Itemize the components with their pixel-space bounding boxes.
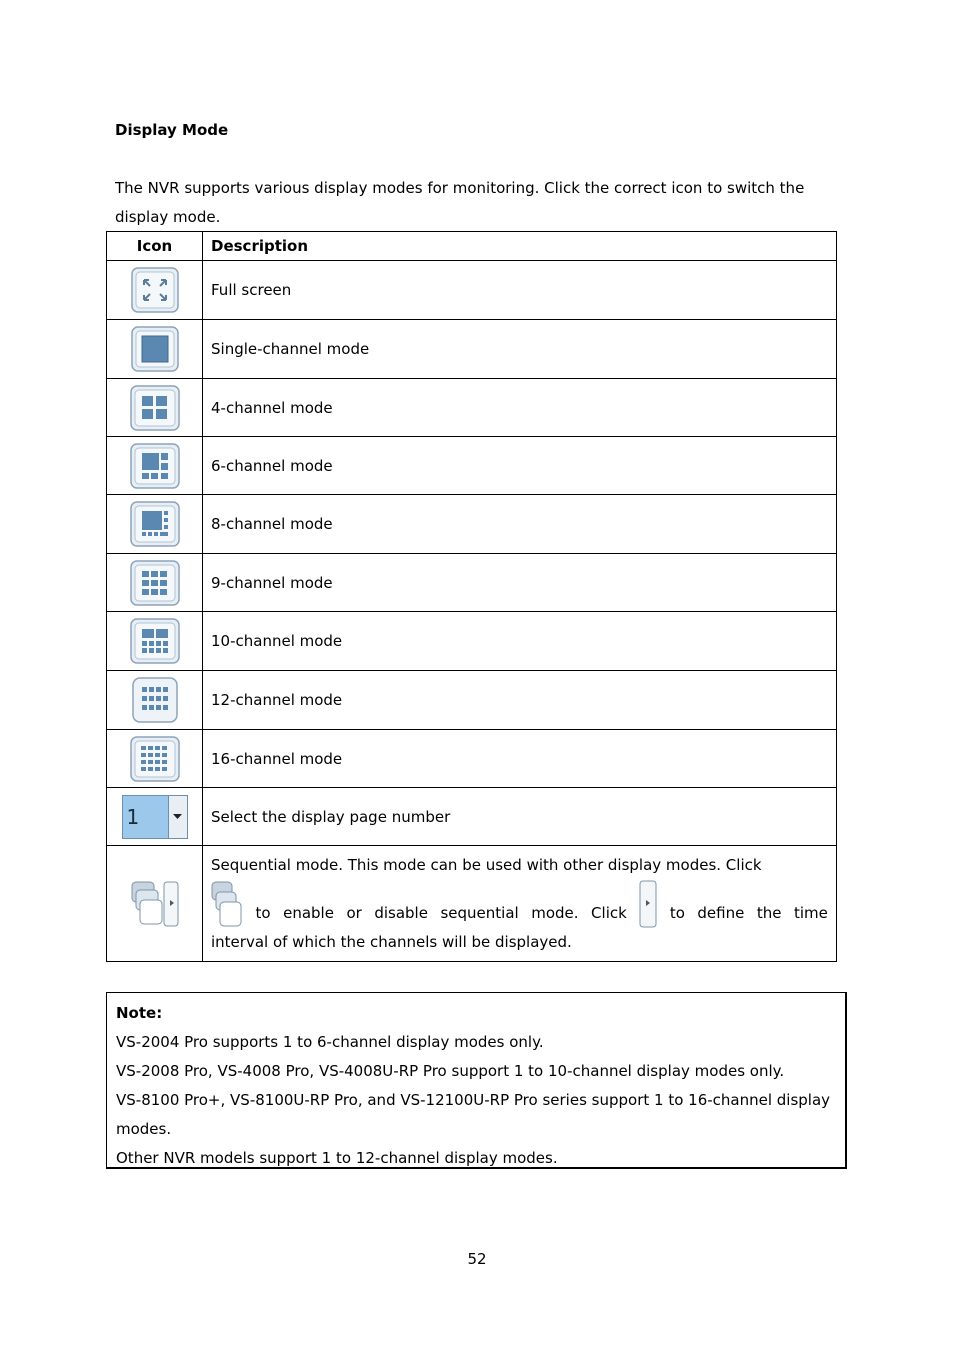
mode-description: 8-channel mode (203, 495, 837, 554)
table-row (107, 320, 837, 379)
page-number-select[interactable] (122, 795, 188, 839)
sequential-mode-icon[interactable] (130, 880, 180, 928)
four-channel-icon[interactable] (130, 385, 180, 431)
fullscreen-icon[interactable] (131, 267, 179, 313)
table-row (107, 788, 837, 846)
note-box (106, 992, 847, 1169)
mode-description: 12-channel mode (203, 671, 837, 730)
intro-paragraph: The NVR supports various display modes for monitoring. Click the correct icon to switch the display mode. (115, 179, 805, 226)
header-icon: Icon (107, 232, 203, 261)
mode-description: Single-channel mode (203, 320, 837, 379)
nine-channel-icon[interactable] (130, 560, 180, 606)
mode-description: 6-channel mode (203, 437, 837, 495)
table-row (107, 730, 837, 788)
single-channel-icon[interactable] (131, 326, 179, 372)
note-line: VS-2008 Pro, VS-4008 Pro, VS-4008U-RP Pro support 1 to 10-channel display modes only. (116, 1062, 785, 1080)
mode-description: Full screen (203, 261, 837, 320)
sequential-line-2: to enable or disable sequential mode. Click to define the time (211, 880, 828, 928)
table-row (107, 437, 837, 495)
chevron-down-icon[interactable] (168, 796, 187, 838)
sixteen-channel-icon[interactable] (130, 736, 180, 782)
note-line: VS-2004 Pro supports 1 to 6-channel display modes only. (116, 1033, 544, 1051)
ten-channel-icon[interactable] (130, 618, 180, 664)
table-row (107, 554, 837, 612)
sequential-toggle-icon[interactable] (211, 880, 243, 928)
six-channel-icon[interactable] (130, 443, 180, 489)
sequential-line-3: interval of which the channels will be displayed. (211, 932, 572, 951)
table-header-row (107, 232, 837, 261)
display-mode-table (106, 231, 837, 962)
page-number: 52 (467, 1250, 487, 1268)
mode-description: 16-channel mode (203, 730, 837, 788)
page-number-value: 1 (126, 804, 140, 829)
table-row (107, 671, 837, 730)
sequential-interval-icon[interactable] (639, 880, 657, 928)
note-line: VS-8100 Pro+, VS-8100U-RP Pro, and VS-12100U-RP Pro series support 1 to 16-channel display modes. (116, 1091, 831, 1138)
mode-description: 4-channel mode (203, 379, 837, 437)
table-row (107, 612, 837, 671)
sequential-line-1: Sequential mode. This mode can be used with other display modes. Click (211, 855, 762, 874)
eight-channel-icon[interactable] (130, 501, 180, 547)
table-row (107, 846, 837, 962)
table-row (107, 261, 837, 320)
mode-description: 9-channel mode (203, 554, 837, 612)
twelve-channel-icon[interactable] (132, 677, 178, 723)
note-line: Other NVR models support 1 to 12-channel display modes. (116, 1149, 558, 1167)
table-row (107, 379, 837, 437)
section-heading: Display Mode (115, 121, 229, 139)
mode-description: Select the display page number (203, 788, 837, 846)
note-title: Note: (116, 1004, 163, 1022)
mode-description: 10-channel mode (203, 612, 837, 671)
table-row (107, 495, 837, 554)
header-description: Description (203, 232, 837, 261)
